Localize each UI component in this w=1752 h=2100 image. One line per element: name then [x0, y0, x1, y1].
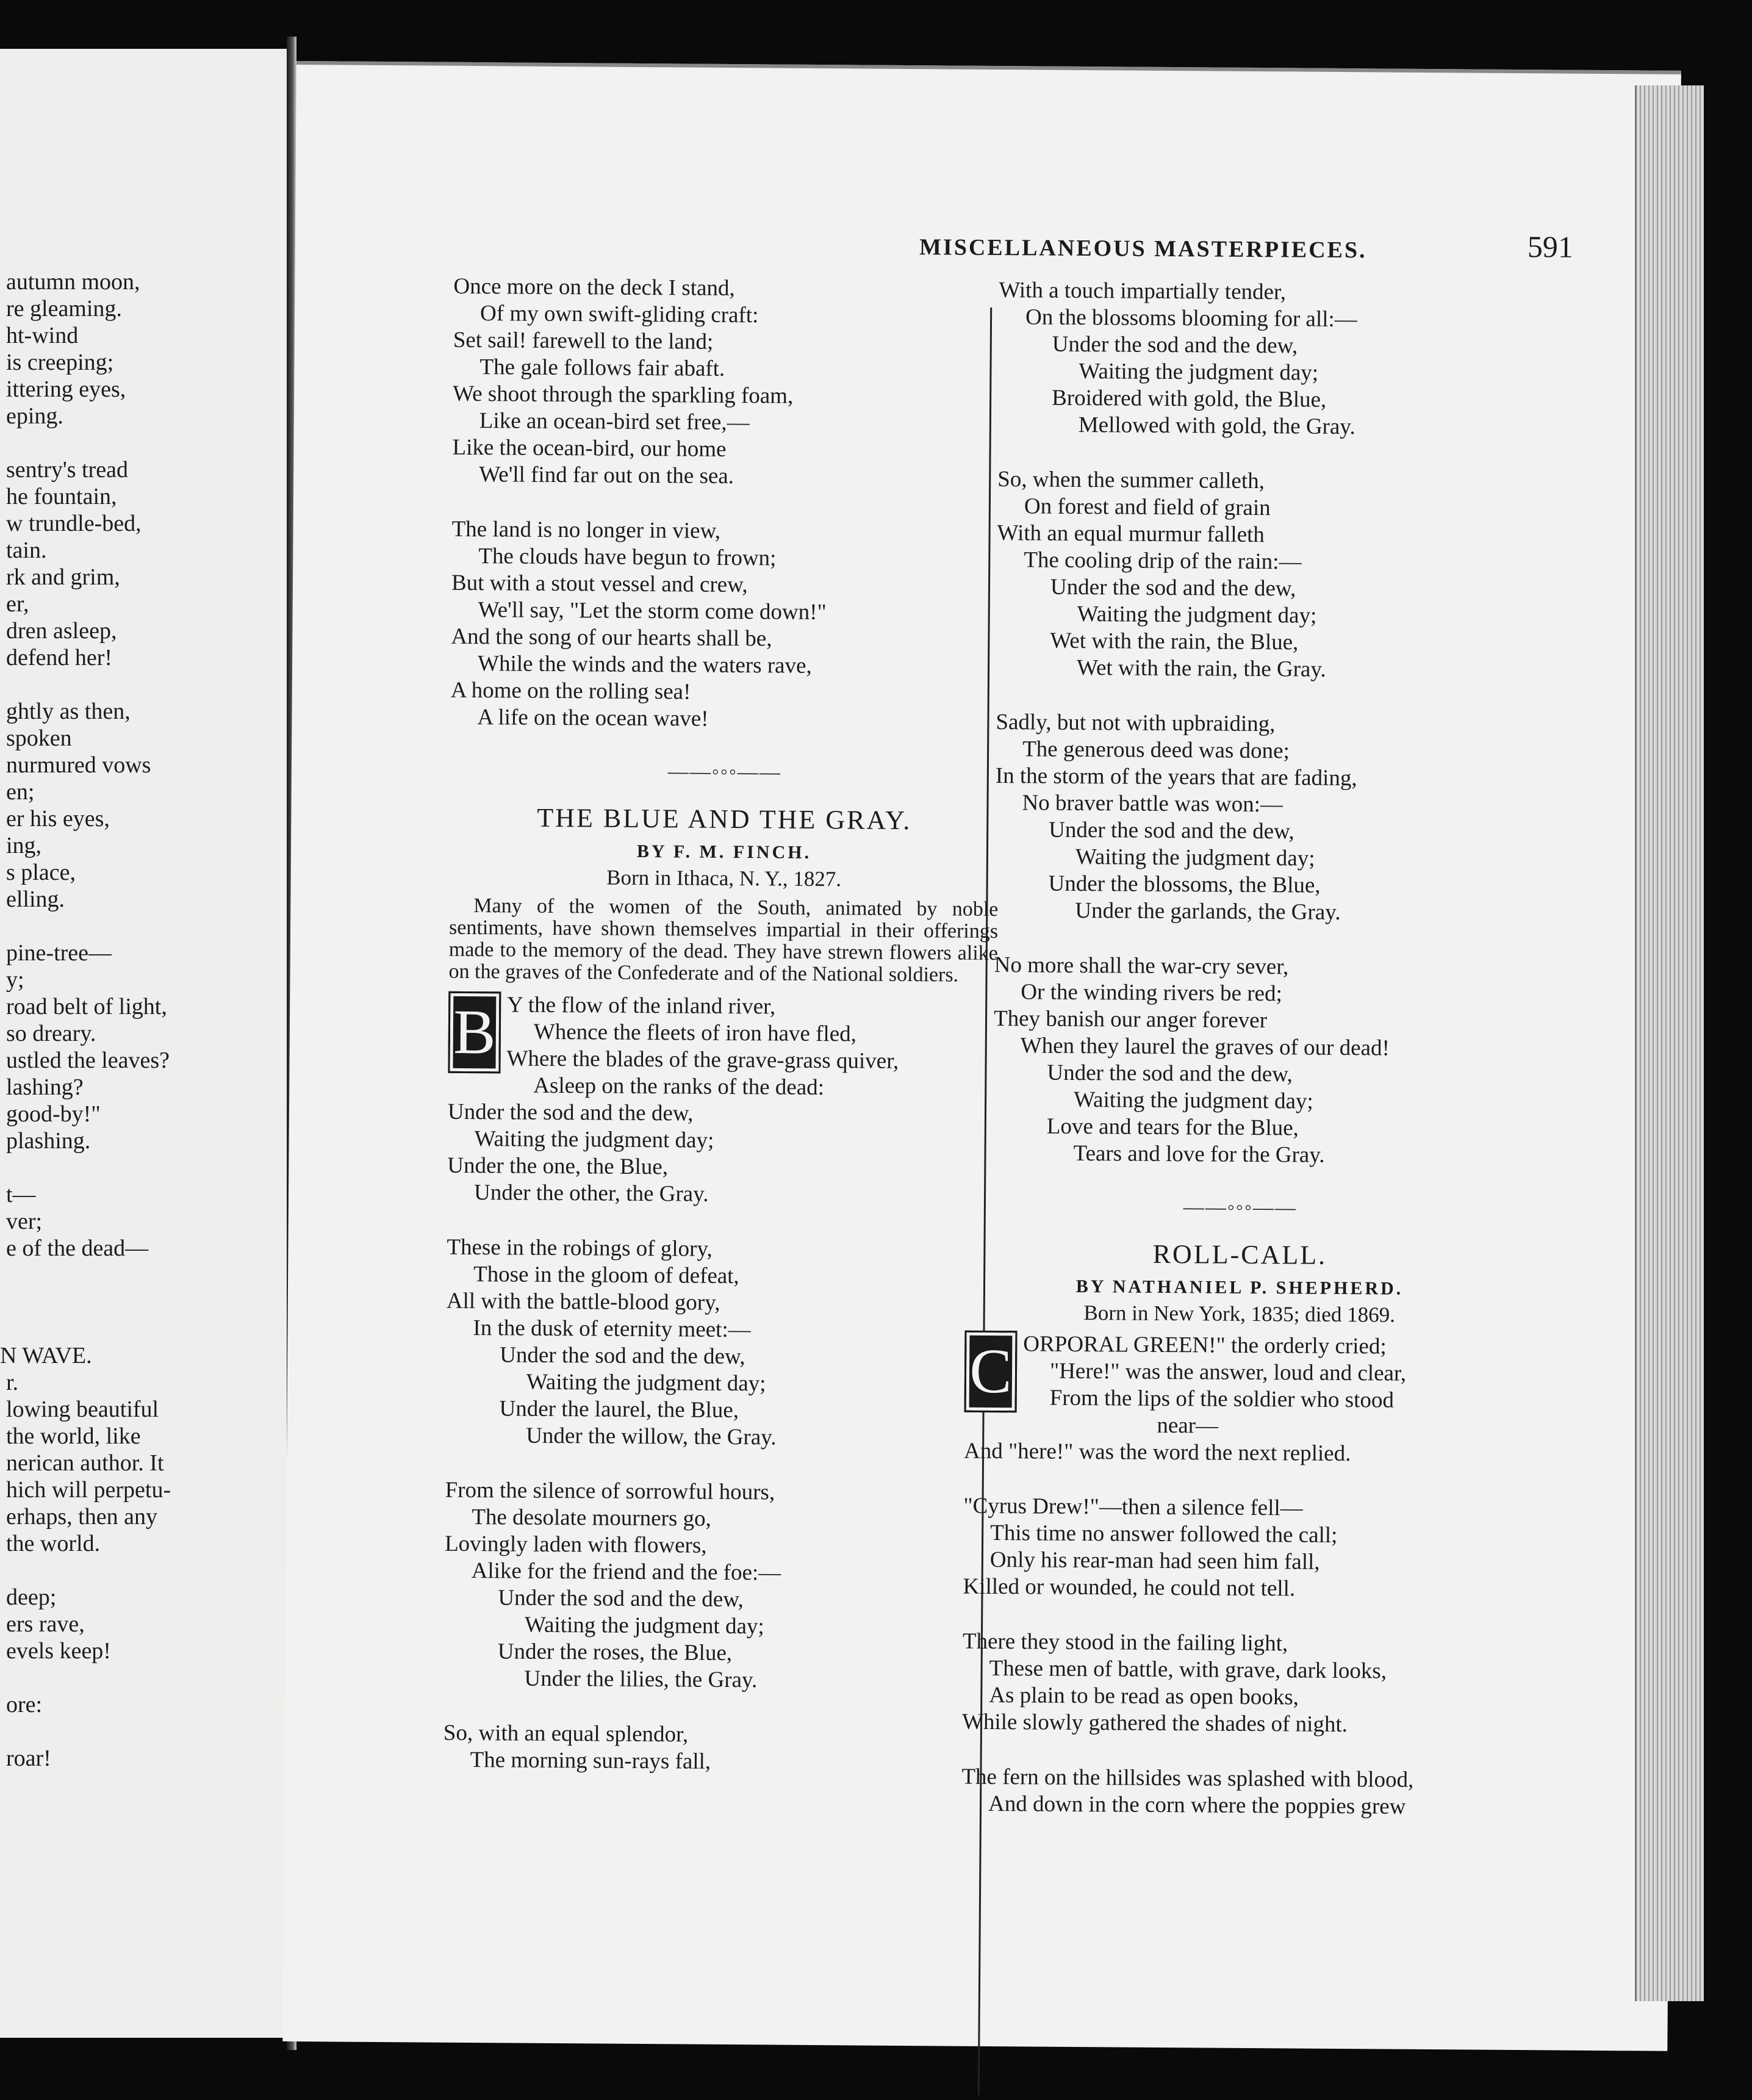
poem-line: Broidered with gold, the Blue,	[1052, 385, 1327, 412]
poem-line: Or the winding rivers be red;	[1021, 979, 1282, 1007]
poem-line: As plain to be read as open books,	[989, 1682, 1299, 1710]
left-page-line: ht-wind	[6, 323, 79, 348]
left-page-line: er his eyes,	[6, 806, 110, 832]
poem-line: Where the blades of the grave-grass quiver,	[506, 1046, 899, 1074]
poem-line: All with the battle-blood gory,	[446, 1288, 720, 1315]
left-page-line: ing,	[6, 833, 42, 858]
poem-line: So, with an equal splendor,	[443, 1720, 689, 1747]
poem-stanza	[452, 273, 1002, 492]
poem-introduction: Many of the women of the South, animated by noble sentiments, have shown themselves impartial in their offerings made to the memory of the dead. They have strewn flowers alike on the graves of the Confederate and of the National soldiers.	[448, 894, 999, 987]
author-born-note: Born in Ithaca, N. Y., 1827.	[606, 865, 842, 891]
poem-title-blue-gray: THE BLUE AND THE GRAY.	[537, 802, 912, 836]
poem-line: Waiting the judgment day;	[524, 1612, 764, 1639]
poem-line: Love and tears for the Blue,	[1046, 1113, 1299, 1141]
poem-stanza	[964, 1331, 1514, 1469]
poem-line: Under the other, the Gray.	[473, 1180, 709, 1207]
poem-line: These in the robings of glory,	[447, 1234, 713, 1262]
poem-line: Asleep on the ranks of the dead:	[533, 1073, 825, 1101]
left-page-line: en;	[6, 779, 35, 805]
poem-stanza	[445, 1234, 996, 1453]
left-page-line: t—	[6, 1182, 36, 1207]
poem-line: But with a stout vessel and crew,	[451, 570, 748, 598]
poem-line: In the storm of the years that are fading,	[995, 763, 1357, 791]
poem-line: Set sail! farewell to the land;	[453, 327, 714, 354]
left-page-line: erhaps, then any	[6, 1504, 157, 1530]
poem-line: In the dusk of eternity meet:—	[473, 1315, 751, 1343]
poem-line: Alike for the friend and the foe:—	[471, 1558, 781, 1586]
poem-stanza	[962, 1628, 1512, 1739]
poem-line: Under the garlands, the Gray.	[1075, 897, 1341, 925]
poem-line: "Here!" was the answer, loud and clear,	[1049, 1358, 1407, 1386]
poem-line: Under the sod and the dew,	[500, 1342, 745, 1370]
left-page-line: pine-tree—	[6, 940, 112, 966]
poem-line: The fern on the hillsides was splashed with blood,	[961, 1764, 1414, 1793]
poem-line: Only his rear-man had seen him fall,	[989, 1547, 1320, 1575]
poem-line: Those in the gloom of defeat,	[473, 1262, 739, 1289]
poem-line: "Cyrus Drew!"—then a silence fell—	[963, 1493, 1303, 1521]
poem-line: No more shall the war-cry sever,	[994, 952, 1289, 980]
page-number: 591	[1527, 229, 1574, 264]
left-page-line: spoken	[6, 725, 72, 751]
main-page	[282, 61, 1681, 2051]
poem-line: Killed or wounded, he could not tell.	[963, 1573, 1296, 1602]
left-page-line: good-by!"	[6, 1101, 101, 1127]
left-page-line: dren asleep,	[6, 618, 117, 644]
left-page-line: er,	[6, 591, 29, 617]
poem-line: The cooling drip of the rain:—	[1024, 547, 1302, 575]
poem-line: Like an ocean-bird set free,—	[479, 408, 750, 436]
poem-line: Waiting the judgment day;	[526, 1369, 766, 1397]
left-page-line: plashing.	[6, 1128, 91, 1154]
poem-line: We'll say, "Let the storm come down!"	[478, 597, 827, 625]
poem-stanza	[443, 1720, 993, 1777]
poem-line: And "here!" was the word the next replied.	[963, 1438, 1351, 1467]
poem-line: near—	[1157, 1412, 1219, 1439]
poem-line: Under the sod and the dew,	[447, 1099, 694, 1126]
poem-line: So, when the summer calleth,	[997, 467, 1265, 494]
poem-stanza	[969, 466, 1520, 685]
poem-line: Under the roses, the Blue,	[497, 1639, 733, 1666]
left-page-line: rk and grim,	[6, 564, 120, 590]
poem-line: Under the sod and the dew,	[1052, 331, 1298, 359]
poem-line: ORPORAL GREEN!" the orderly cried;	[1023, 1331, 1387, 1359]
left-page-line: the world, like	[6, 1423, 141, 1449]
poem-line: There they stood in the failing light,	[962, 1628, 1288, 1656]
left-page-line: so dreary.	[6, 1021, 96, 1046]
left-page-line: evels keep!	[6, 1638, 111, 1664]
poem-stanza	[447, 991, 997, 1210]
right-column	[961, 277, 1521, 1849]
section-ornament: ——◦◦◦——	[1183, 1196, 1298, 1220]
left-page-line: elling.	[6, 886, 65, 912]
left-page-line: w trundle-bed,	[6, 511, 142, 536]
left-page-line: nurmured vows	[6, 752, 151, 778]
poem-line: Like the ocean-bird, our home	[452, 434, 727, 462]
poem-title-roll-call: ROLL-CALL.	[1152, 1239, 1327, 1270]
poem-line: The generous deed was done;	[1022, 736, 1290, 764]
poem-stanza	[968, 709, 1518, 927]
left-facing-page	[0, 49, 290, 2038]
poem-line: Tears and love for the Gray.	[1073, 1140, 1325, 1168]
left-page-line: autumn moon,	[6, 269, 140, 295]
poem-line: Under the blossoms, the Blue,	[1048, 871, 1321, 898]
left-page-line: eping.	[6, 403, 63, 429]
left-page-line: tain.	[6, 538, 47, 563]
section-ornament: ——◦◦◦——	[667, 760, 782, 784]
poem-line: Sadly, but not with upbraiding,	[996, 710, 1276, 737]
poem-stanza	[971, 277, 1521, 442]
poem-line: With a touch impartially tender,	[999, 278, 1287, 305]
left-page-line: defend her!	[6, 645, 113, 671]
poem-line: Whence the fleets of iron have fled,	[533, 1019, 857, 1047]
poem-line: A life on the ocean wave!	[477, 705, 709, 732]
poem-stanza	[963, 1493, 1512, 1604]
left-page-line: lowing beautiful	[6, 1397, 159, 1422]
left-page-line: sentry's tread	[6, 457, 128, 483]
poem-line: Under the willow, the Gray.	[526, 1423, 777, 1450]
poem-line: Under the one, the Blue,	[447, 1152, 669, 1180]
left-page-line: re gleaming.	[6, 296, 122, 322]
poem-byline-blue-gray: BY F. M. FINCH.	[636, 841, 812, 863]
left-column	[443, 273, 1002, 1805]
ocean-wave-poem-ending	[450, 273, 1002, 735]
left-page-line: N WAVE.	[0, 1343, 92, 1368]
poem-line: The land is no longer in view,	[451, 516, 721, 544]
poem-line: Wet with the rain, the Blue,	[1050, 628, 1299, 655]
poem-line: Lovingly laden with flowers,	[444, 1531, 707, 1558]
poem-line: Waiting the judgment day;	[1079, 358, 1319, 386]
poem-stanza	[443, 1477, 994, 1695]
poem-line: No braver battle was won:—	[1022, 790, 1283, 818]
poem-stanza	[966, 952, 1516, 1170]
poem-line: Under the sod and the dew,	[498, 1585, 744, 1613]
poem-line: The morning sun-rays fall,	[470, 1747, 711, 1774]
poem-stanza	[961, 1764, 1511, 1821]
poem-line: The gale follows fair abaft.	[479, 354, 725, 381]
dropcap-letter: C	[964, 1331, 1018, 1413]
left-page-line: deep;	[6, 1584, 57, 1610]
poem-line: We shoot through the sparkling foam,	[453, 381, 794, 409]
poem-line: Wet with the rain, the Gray.	[1076, 655, 1326, 682]
left-page-line: r.	[6, 1370, 19, 1395]
author-born-note: Born in New York, 1835; died 1869.	[1083, 1301, 1396, 1327]
left-page-line: ers rave,	[6, 1611, 85, 1637]
poem-byline-roll-call: BY NATHANIEL P. SHEPHERD.	[1075, 1276, 1404, 1299]
poem-line: Waiting the judgment day;	[1075, 844, 1315, 871]
left-page-line: road belt of light,	[6, 994, 167, 1019]
left-page-line: he fountain,	[6, 484, 117, 509]
left-page-line: nerican author. It	[6, 1450, 164, 1476]
poem-line: Under the sod and the dew,	[1047, 1060, 1293, 1087]
poem-line: While the winds and the waters rave,	[477, 651, 812, 678]
poem-line: On the blossoms blooming for all:—	[1025, 304, 1357, 333]
poem-line: Y the flow of the inland river,	[507, 992, 776, 1019]
left-page-line: ore:	[6, 1692, 43, 1717]
poem-line: While slowly gathered the shades of night.	[961, 1709, 1348, 1738]
left-page-line: lashing?	[6, 1074, 84, 1100]
poem-line: Under the sod and the dew,	[1050, 574, 1296, 602]
left-page-line: y;	[6, 967, 24, 993]
dropcap-letter: B	[448, 991, 501, 1074]
poem-line: From the lips of the soldier who stood	[1049, 1385, 1395, 1413]
poem-line: Waiting the judgment day;	[1074, 1087, 1313, 1114]
poem-stanza	[450, 516, 1000, 735]
left-page-line: ghtly as then,	[6, 699, 131, 724]
poem-line: From the silence of sorrowful hours,	[445, 1477, 775, 1505]
left-page-line: the world.	[6, 1531, 101, 1556]
left-page-line: ustled the leaves?	[6, 1048, 170, 1073]
poem-line: Waiting the judgment day;	[1077, 601, 1317, 628]
left-page-line: roar!	[6, 1746, 51, 1771]
page-edges	[1635, 85, 1704, 2001]
running-head: MISCELLANEOUS MASTERPIECES.	[919, 234, 1367, 264]
left-page-line: hich will perpetu-	[6, 1477, 171, 1503]
poem-line: When they laurel the graves of our dead!	[1020, 1033, 1390, 1061]
poem-line: Mellowed with gold, the Gray.	[1078, 412, 1355, 440]
poem-line: And the song of our hearts shall be,	[451, 624, 772, 652]
poem-line: With an equal murmur falleth	[997, 520, 1265, 548]
poem-line: These men of battle, with grave, dark looks,	[989, 1655, 1387, 1684]
poem-line: Once more on the deck I stand,	[453, 273, 735, 301]
poem-line: A home on the rolling sea!	[450, 677, 691, 705]
poem-line: On forest and field of grain	[1024, 494, 1271, 521]
poem-line: Under the lilies, the Gray.	[524, 1666, 758, 1693]
poem-line: They banish our anger forever	[993, 1006, 1268, 1034]
left-page-line: e of the dead—	[6, 1235, 149, 1261]
poem-line: The clouds have begun to frown;	[478, 544, 777, 571]
poem-line: Under the laurel, the Blue,	[499, 1396, 739, 1423]
poem-line: This time no answer followed the call;	[990, 1520, 1338, 1548]
poem-line: The desolate mourners go,	[472, 1505, 711, 1531]
poem-line: Under the sod and the dew,	[1049, 817, 1294, 844]
left-page-line: is creeping;	[6, 350, 114, 375]
left-page-line: ver;	[6, 1209, 43, 1234]
poem-line: Of my own swift-gliding craft:	[479, 301, 759, 328]
left-page-line: ittering eyes,	[6, 376, 126, 402]
poem-line: And down in the corn where the poppies grew	[988, 1791, 1406, 1819]
left-page-line: s place,	[6, 860, 76, 885]
poem-line: Waiting the judgment day;	[474, 1126, 714, 1153]
poem-line: We'll find far out on the sea.	[479, 462, 734, 489]
